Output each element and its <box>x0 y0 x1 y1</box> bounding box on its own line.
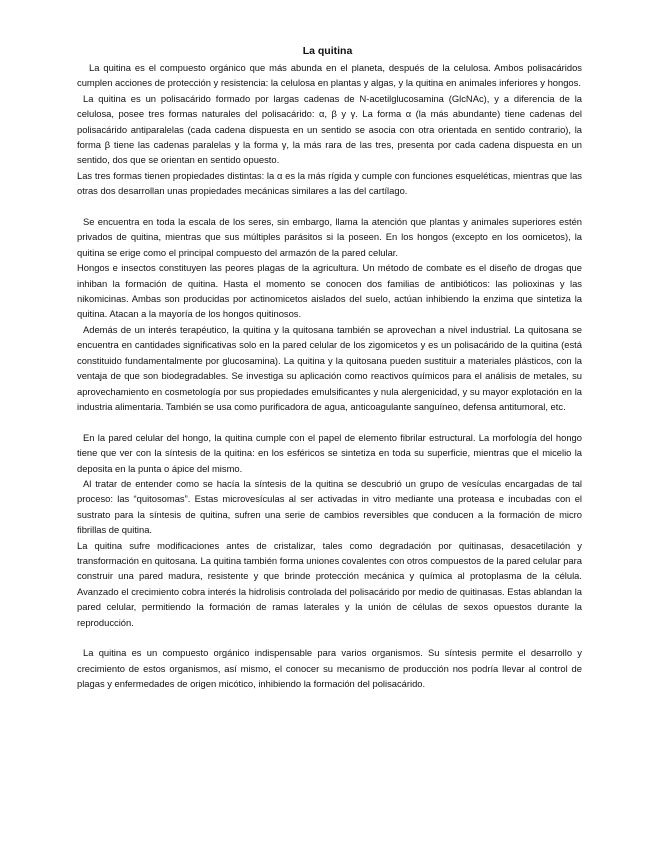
paragraph-plagues: Hongos e insectos constituyen las peores plagas de la agricultura. Un método de combate es el diseño de drogas que inhiban la formación de quitina. Hasta el momento se conocen dos familias de antibióticos: las polioxinas y las nikomicinas. Ambas son producidas por actinomicetos aislados del suelo, actúan inhibiendo la enzima que sintetiza la quitina. Atacan a la mayoría de los hongos quitinosos. <box>77 262 582 320</box>
paragraph-intro: La quitina es el compuesto orgánico que más abunda en el planeta, después de la celulosa. Ambos polisacáridos cumplen acciones de protección y resistencia: la celulosa en plantas y algas, y la quitina en animales inferiores y hongos. <box>77 62 582 89</box>
paragraph-gap <box>77 199 582 214</box>
paragraph-cell-wall: En la pared celular del hongo, la quitina cumple con el papel de elemento fibrilar estructural. La morfología del hongo tiene que ver con la síntesis de la quitina: en los esféricos se sintetiza en toda su superficie, mientras que el micelio la deposita en la punta o ápice del mismo. <box>77 431 582 474</box>
paragraph-gap <box>77 630 582 645</box>
paragraph-forms: La quitina es un polisacárido formado por largas cadenas de N-acetilglucosamina (GlcNAc), y a diferencia de la celulosa, posee tres formas naturales del polisacárido: α, β y γ. La forma α (la más abundante) tiene cadenas del polisacárido antiparalelas (cada cadena dispuesta en un sentido se asocia con otra orientada en sentido contrario), la forma β tiene las cadenas paralelas y la forma γ, la más rara de las tres, presenta por cada cadena dispuesta en un sentido, dos que se orientan en sentido opuesto. <box>77 92 582 166</box>
document-title: La quitina <box>302 45 353 57</box>
paragraph-gap <box>77 414 582 429</box>
paragraph-industrial: Además de un interés terapéutico, la quitina y la quitosana también se aprovechan a nivel industrial. La quitosana se encuentra en cantidades significativas solo en la pared celular de los zigomicetos y es un polisacárido de la quitina (está constituido fundamentalmente por glucosamina). La quitina y la quitosana pueden sustituir a materiales plásticos, con la ventaja de que son biodegradables. Se investiga su aplicación como reactivos químicos para el análisis de metales, su aprovechamiento en cosmetología por sus propiedades emulsificantes y nula alergenicidad, y su mayor explotación en la industria alimentaria. También se usa como purificadora de agua, anticoagulante sanguíneo, defensa antitumoral, etc. <box>77 323 582 412</box>
paragraph-quitosomas: Al tratar de entender como se hacía la síntesis de la quitina se descubrió un grupo de vesículas encargadas de tal proceso: las “quitosomas”. Estas microvesículas al ser activadas in vitro mediante una proteasa e incubadas con el sustrato para la síntesis de quitina, sufren una serie de cambios reversibles que conducen a la formación de micro fibrillas de quitina. <box>77 477 582 536</box>
paragraph-conclusion: La quitina es un compuesto orgánico indispensable para varios organismos. Su síntesis permite el desarrollo y crecimiento de estos organismos, así mismo, el conocer su mecanismo de producción nos podría llevar al control de plagas y enfermedades de origen micótico, inhibiendo la formación del polisacárido. <box>77 647 582 690</box>
paragraph-properties: Las tres formas tienen propiedades distintas: la α es la más rígida y cumple con funciones esqueléticas, mientras que las otras dos desarrollan unas propiedades mecánicas similares a las del cartílago. <box>77 169 582 197</box>
paragraph-modifications: La quitina sufre modificaciones antes de cristalizar, tales como degradación por quitinasas, desacetilación y transformación en quitosana. La quitina también forma uniones covalentes con otros compuestos de la pared celular para construir una pared madura, resistente y que brinde protección mecánica y química al protoplasma de la célula. Avanzado el crecimiento cobra interés la hidrolisis controlada del polisacárido por medio de quitinasas. Estas ablandan la pared celular, permitiendo la formación de ramas laterales y la unión de células de sexos opuestos durante la reproducción. <box>77 539 582 628</box>
document-body <box>77 60 582 692</box>
paragraph-distribution: Se encuentra en toda la escala de los seres, sin embargo, llama la atención que plantas y animales superiores estén privados de quitina, mientras que sus múltiples parásitos si la poseen. En los hongos (excepto en los oomicetos), la quitina se erige como el principal compuesto del armazón de la pared celular. <box>77 216 582 258</box>
